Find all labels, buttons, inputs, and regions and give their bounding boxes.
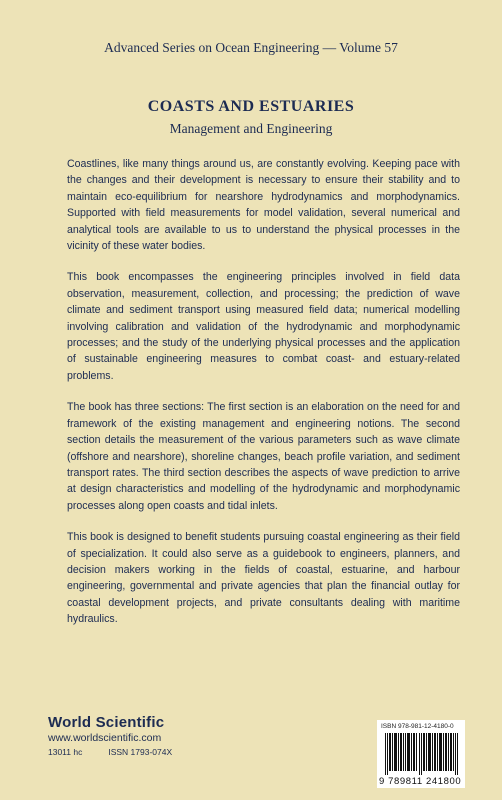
publisher-block bbox=[48, 714, 172, 757]
blurb-paragraph-1: Coastlines, like many things around us, are constantly evolving. Keeping pace with the changes and their development is necessary to ensure their stability and to maintain eco-equilibrium for nearshore hydrodynamics and morphodynamics. Supported with field measurements for model validation, several numerical and analytical tools are available to us to understand the physical processes in the vicinity of these water bodies. bbox=[67, 158, 460, 253]
blurb-paragraph-4: This book is designed to benefit students pursuing coastal engineering as their field of specialization. It could also serve as a guidebook to engineers, planners, and decision makers working in the fields of coastal, estuarine, and harbour engineering, governmental and private agencies that plan the financial outlay for coastal development projects, and private consultants dealing with maritime hydraulics. bbox=[67, 531, 460, 626]
book-title: COASTS AND ESTUARIES bbox=[147, 98, 355, 115]
publisher-code: 13011 hc bbox=[48, 747, 83, 757]
isbn-barcode-box bbox=[377, 720, 465, 788]
publisher-issn: ISSN 1793-074X bbox=[108, 747, 173, 757]
publisher-name: World Scientific bbox=[48, 714, 165, 731]
blurb bbox=[67, 156, 460, 643]
blurb-paragraph-2: This book encompasses the engineering principles involved in field data observation, measurement, collection, and processing; the prediction of wave climate and sediment transport using measured field data; numerical modelling involving calibration and validation of the hydrodynamic and morphodynamic processes; and the study of the underlying physical processes and the application of sustainable engineering measures to combat coast- and estuary-related problems. bbox=[67, 271, 460, 382]
blurb-paragraph-3: The book has three sections: The first section is an elaboration on the need for and framework of the existing management and engineering notions. The second section details the measurement of the various parameters such as wave climate (offshore and nearshore), shoreline changes, beach profile variation, and sediment transport rates. The third section describes the aspects of wave prediction to arrive at design characteristics and modelling of the hydrodynamic and morphodynamic processes along open coasts and tidal inlets. bbox=[67, 401, 460, 512]
barcode-number: 9 789811 241800 bbox=[379, 776, 462, 787]
series-line: Advanced Series on Ocean Engineering — Volume 57 bbox=[104, 40, 398, 55]
publisher-meta bbox=[48, 747, 172, 757]
publisher-url: www.worldscientific.com bbox=[48, 732, 162, 744]
isbn-label: ISBN 978-981-12-4180-0 bbox=[381, 723, 454, 730]
book-subtitle: Management and Engineering bbox=[169, 121, 333, 136]
barcode-icon bbox=[385, 733, 459, 775]
